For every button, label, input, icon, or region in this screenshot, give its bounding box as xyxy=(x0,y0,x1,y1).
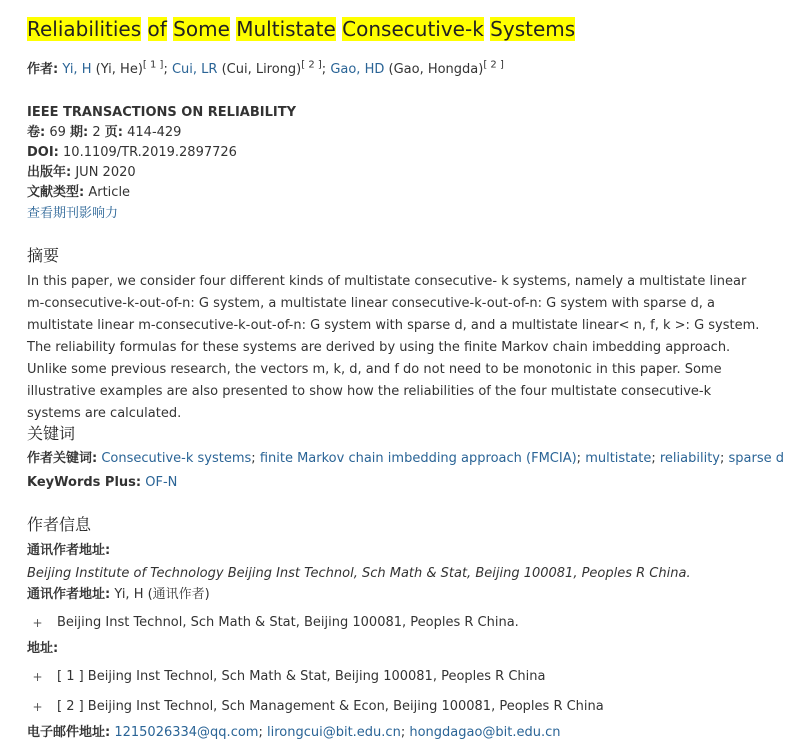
author-fullname: (Yi, He) xyxy=(95,62,143,77)
keyword-link[interactable]: multistate xyxy=(585,451,652,466)
doctype-value: Article xyxy=(88,185,131,200)
abstract-text: In this paper, we consider four different kinds of multistate consecutive- k systems, namely a multistate linear m-consecutive-k-out-of-n: G system, a multistate linear consecutive-k-out-of-n: G system with sparse d, a multistate linear m-consecutive-k-out-of-n: G system with sparse d, and a multistate linear< n, f, k >: G system. The reliability formulas for these systems are derived by using the finite Markov chain imbedding approach. Unlike some previous research, the vectors m, k, d, and f do not need to be monotonic in this paper. Some illustrative examples are also presented to show how the reliabilities of the four multistate consecutive-k systems are calculated. xyxy=(27,274,760,421)
doctype-label: 文献类型: xyxy=(27,185,85,200)
corr-address-text: Beijing Institute of Technology Beijing Inst Technol, Sch Math & Stat, Beijing 100081, Peoples R China. xyxy=(27,566,691,581)
address-item: [ 1 ] Beijing Inst Technol, Sch Math & Stat, Beijing 100081, Peoples R China xyxy=(57,669,546,684)
addresses-label: 地址: xyxy=(27,641,59,656)
email-link[interactable]: hongdagao@bit.edu.cn xyxy=(409,725,561,740)
keywords-plus-line xyxy=(27,474,177,492)
doctype-line xyxy=(27,184,130,202)
title-word: of xyxy=(147,17,167,41)
issue-label: 期: xyxy=(70,125,89,140)
pubdate-line xyxy=(27,164,136,182)
title-word: Consecutive-k xyxy=(342,17,484,41)
volume-value: 69 xyxy=(49,125,66,140)
authors-line: 作者: Yi, H (Yi, He)[ 1 ]; Cui, LR (Cui, Lirong)[ 2 ]; Gao, HD (Gao, Hongda)[ 2 ] xyxy=(27,59,504,77)
doi-line xyxy=(27,144,237,162)
email-link[interactable]: 1215026334@qq.com xyxy=(114,725,259,740)
expand-icon[interactable]: + xyxy=(32,616,43,630)
pubdate-label: 出版年: xyxy=(27,165,72,180)
issue-value: 2 xyxy=(92,125,101,140)
corr-address-label: 通讯作者地址: xyxy=(27,543,111,558)
author-info-heading: 作者信息 xyxy=(27,515,92,534)
corr-author-line xyxy=(27,586,210,604)
volume-label: 卷: xyxy=(27,125,46,140)
author-link-cui[interactable]: Cui, LR xyxy=(171,62,218,77)
email-link[interactable]: lirongcui@bit.edu.cn xyxy=(266,725,401,740)
keyword-link[interactable]: sparse d xyxy=(728,451,784,466)
author-keywords-line: 作者关键词: Consecutive-k systems; finite Markov chain imbedding approach (FMCIA); multistate; reliability; sparse d xyxy=(27,451,784,466)
author-ref: [ 1 ] xyxy=(142,59,164,71)
author-ref: [ 2 ] xyxy=(483,59,504,71)
doi-label: DOI: xyxy=(27,145,59,160)
author-link-yi[interactable]: Yi, H xyxy=(62,62,92,77)
expand-icon[interactable]: + xyxy=(32,700,43,714)
pages-value: 414-429 xyxy=(127,125,182,140)
title-word: Systems xyxy=(490,17,576,41)
author-ref: [ 2 ] xyxy=(301,59,322,71)
keywords-heading: 关键词 xyxy=(27,424,76,443)
doi-value: 10.1109/TR.2019.2897726 xyxy=(63,145,237,160)
keywords-plus-label: KeyWords Plus: xyxy=(27,475,142,490)
author-fullname: (Cui, Lirong) xyxy=(221,62,302,77)
author-fullname: (Gao, Hongda) xyxy=(388,62,484,77)
record-title xyxy=(27,16,575,42)
email-label: 电子邮件地址: xyxy=(27,725,111,740)
corr-author-value: Yi, H (通讯作者) xyxy=(114,587,210,602)
address-item: [ 2 ] Beijing Inst Technol, Sch Management & Econ, Beijing 100081, Peoples R China xyxy=(57,699,604,714)
title-word: Multistate xyxy=(236,17,336,41)
email-line: 电子邮件地址: 1215026334@qq.com; lirongcui@bit.edu.cn; hongdagao@bit.edu.cn xyxy=(27,725,561,740)
keyword-link[interactable]: finite Markov chain imbedding approach (FMCIA) xyxy=(259,451,577,466)
title-word: Reliabilities xyxy=(27,17,142,41)
journal-name: IEEE TRANSACTIONS ON RELIABILITY xyxy=(27,105,296,120)
journal-impact-link[interactable]: 查看期刊影响力 xyxy=(27,206,119,221)
abstract-heading: 摘要 xyxy=(27,246,60,265)
keyword-link[interactable]: Consecutive-k systems xyxy=(101,451,252,466)
keyword-plus-link[interactable]: OF-N xyxy=(145,475,178,490)
author-keywords-label: 作者关键词: xyxy=(27,451,98,466)
volume-issue-pages xyxy=(27,124,181,142)
corr-author-address: Beijing Inst Technol, Sch Math & Stat, Beijing 100081, Peoples R China. xyxy=(57,615,519,630)
expand-icon[interactable]: + xyxy=(32,670,43,684)
pages-label: 页: xyxy=(104,125,123,140)
authors-label: 作者: xyxy=(27,62,59,77)
pubdate-value: JUN 2020 xyxy=(75,165,136,180)
keyword-link[interactable]: reliability xyxy=(659,451,720,466)
author-link-gao[interactable]: Gao, HD xyxy=(330,62,385,77)
corr-author-label: 通讯作者地址: xyxy=(27,587,111,602)
title-word: Some xyxy=(173,17,230,41)
